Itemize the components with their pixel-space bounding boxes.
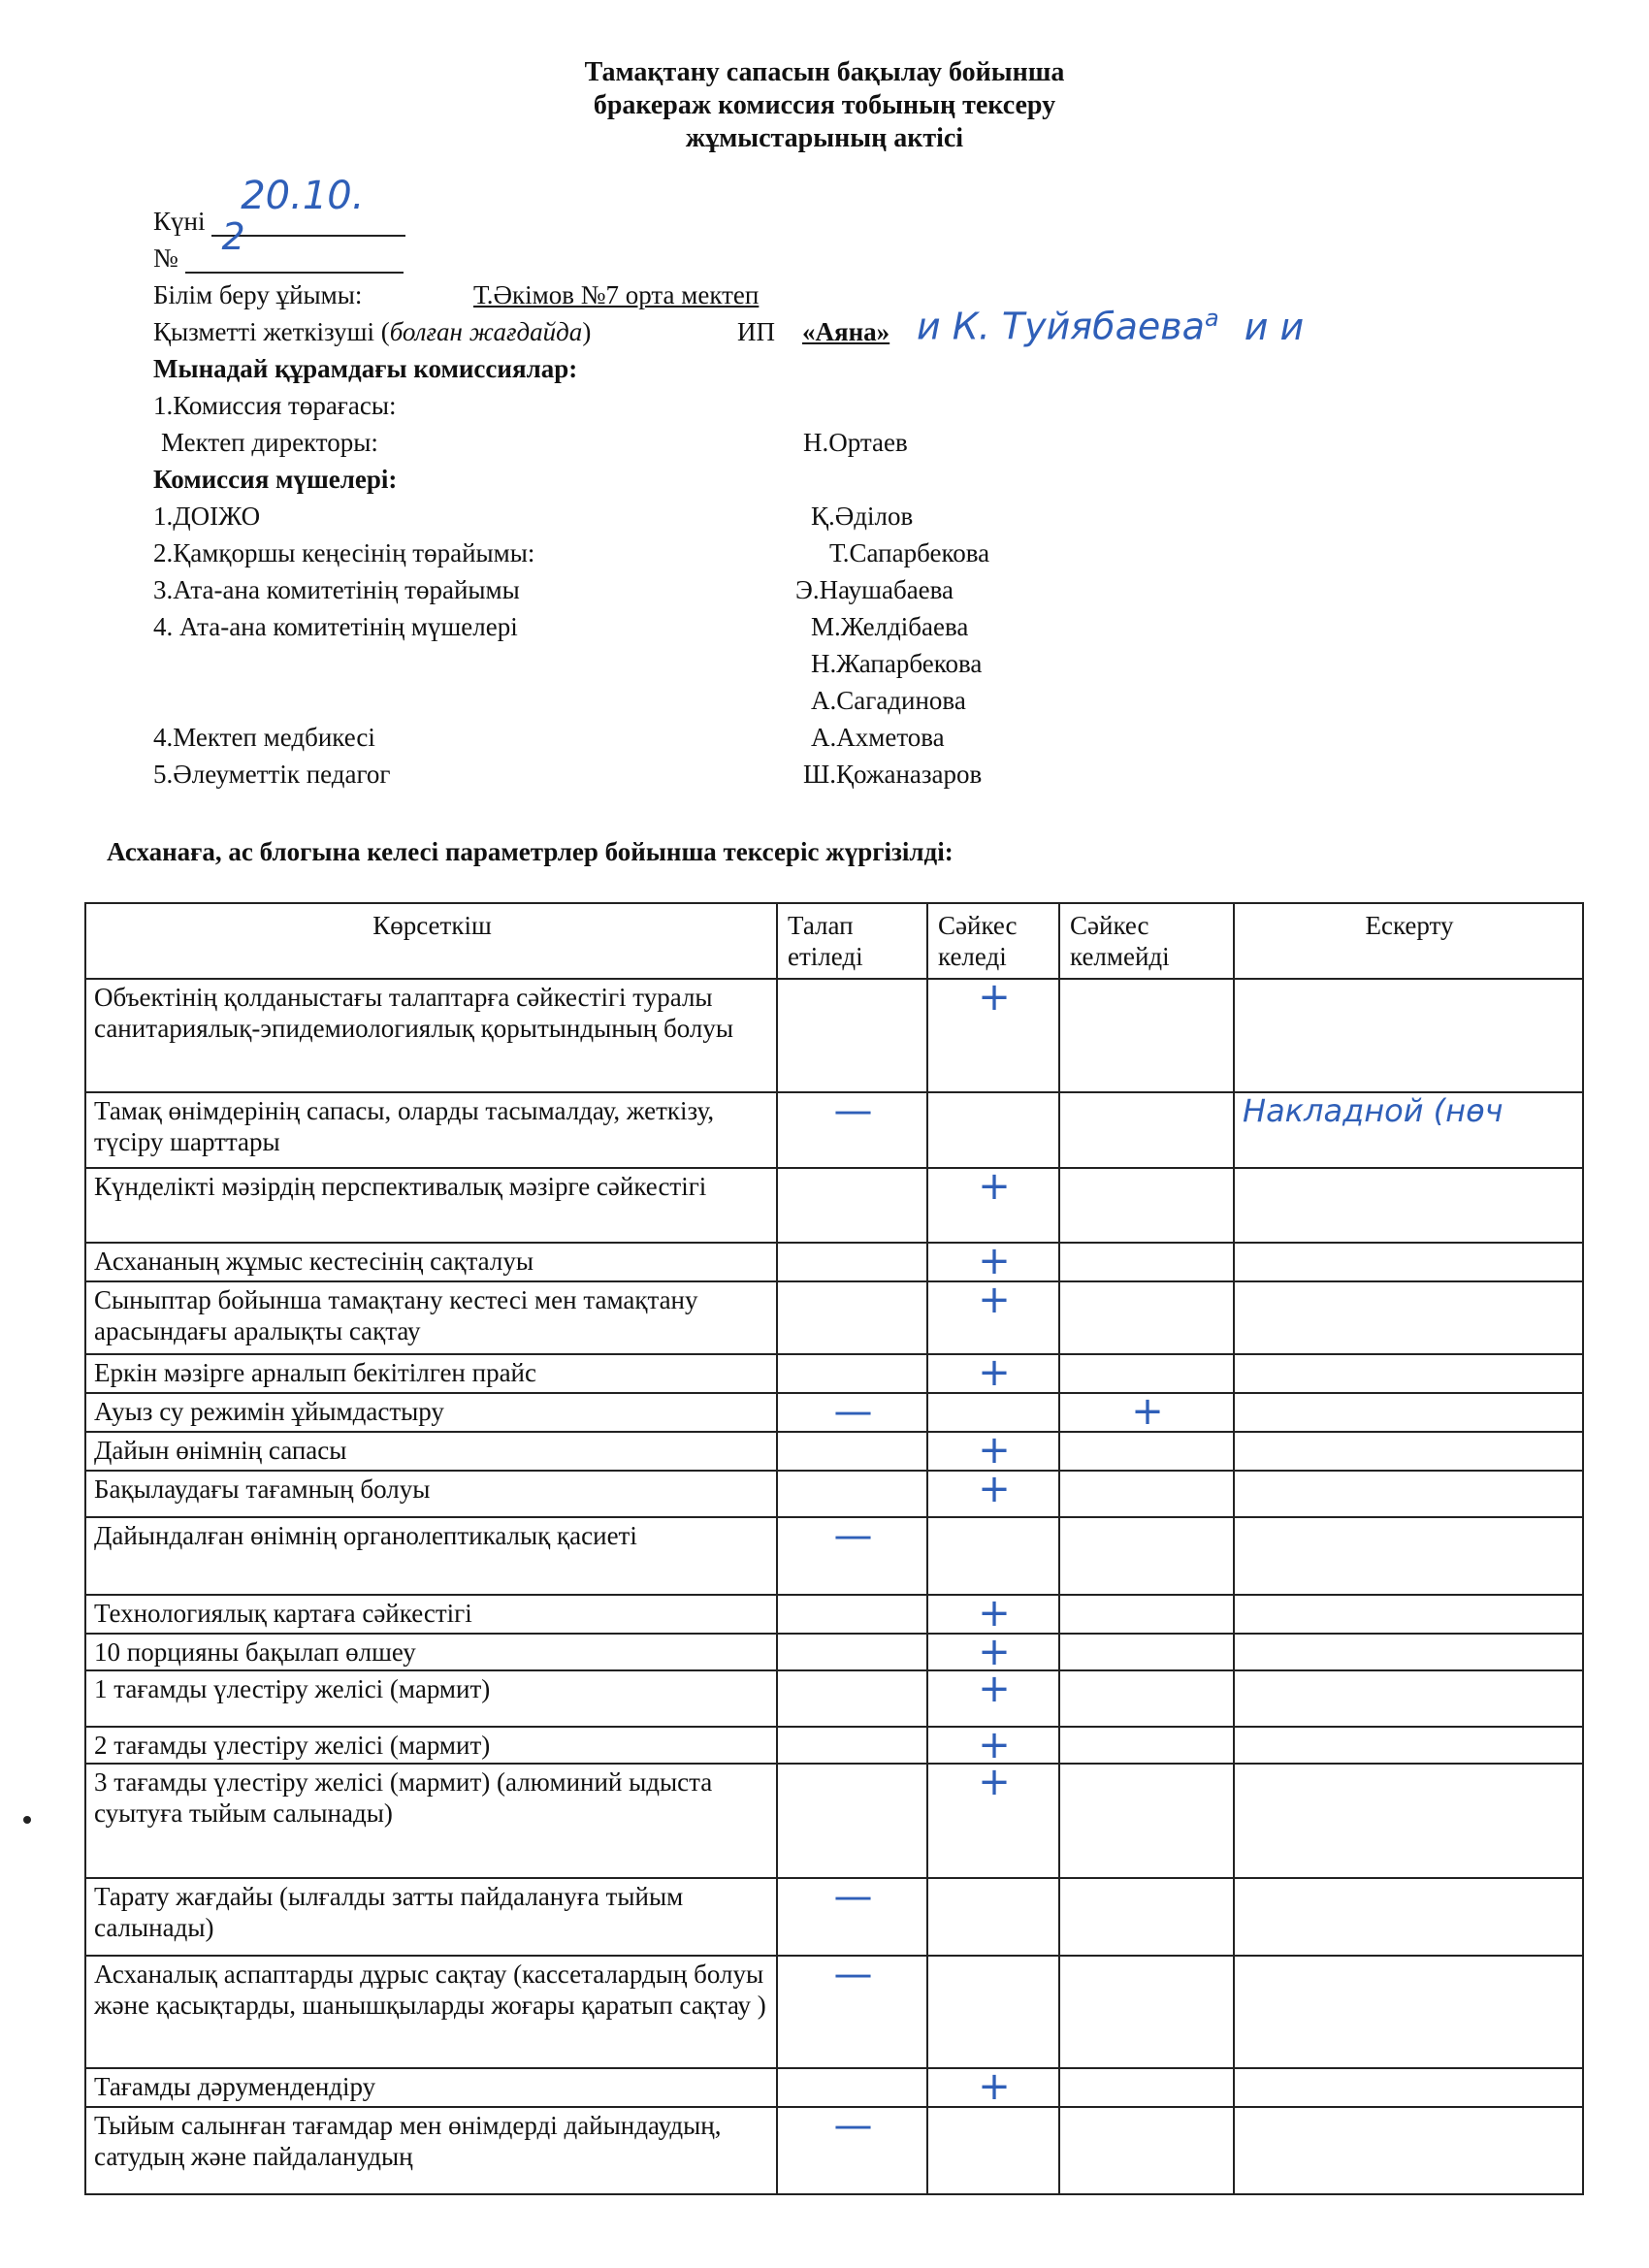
table-row [85,1393,1583,1432]
table-row [85,1634,1583,1670]
date-handwritten: 20.10. [241,174,365,218]
row-noncompliant [1059,1432,1234,1471]
supplier-row [153,316,591,347]
supplier-handwritten-sup: а [1204,305,1219,332]
supplier-label-close: ) [582,317,592,346]
member-role: 4.Мектеп медбикесі [153,723,375,752]
supplier-label: Қызметті жеткізуші ( [153,317,390,346]
row-noncompliant [1059,1878,1234,1956]
row-note [1234,1393,1583,1432]
number-handwritten: 2 [221,215,245,258]
table-row [85,1764,1583,1878]
member-name: А.Сагадинова [811,686,966,715]
header-noncompliant: Сәйкес келмейді [1059,903,1234,979]
row-note [1234,1595,1583,1634]
table-row [85,2068,1583,2107]
organization-row [153,279,362,310]
director-name: Н.Ортаев [803,428,908,457]
row-note [1234,1517,1583,1595]
member-name: Ш.Қожаназаров [803,760,983,789]
row-required [777,2068,927,2107]
number-label: № [153,243,178,273]
supplier-value: «Аяна» [802,317,890,346]
row-required [777,1471,927,1517]
row-compliant [927,1878,1059,1956]
row-required: — [777,2107,927,2194]
row-indicator: Сыныптар бойынша тамақтану кестесі мен тамақтану арасындағы аралықты сақтау [85,1281,777,1354]
row-required: — [777,1092,927,1168]
row-required: — [777,1878,927,1956]
table-row [85,1432,1583,1471]
row-noncompliant [1059,2068,1234,2107]
row-note [1234,1243,1583,1281]
row-required [777,1670,927,1727]
row-note [1234,1764,1583,1878]
row-note [1234,979,1583,1092]
row-note [1234,1956,1583,2068]
row-indicator: 10 порцияны бақылап өлшеу [85,1634,777,1670]
table-row [85,1243,1583,1281]
row-indicator: 3 тағамды үлестіру желісі (мармит) (алюминий ыдыста суытуға тыйым салынады) [85,1764,777,1878]
row-note [1234,1727,1583,1764]
title-line-1: Тамақтану сапасын бақылау бойынша [584,57,1065,87]
supplier-label-italic: болған жағдайда [389,317,583,346]
row-noncompliant [1059,1634,1234,1670]
inspection-table [84,902,1584,2195]
row-note [1234,1471,1583,1517]
table-row [85,2107,1583,2194]
row-noncompliant [1059,1670,1234,1727]
row-compliant: + [927,1764,1059,1878]
member-name: Қ.Әділов [811,502,914,531]
member-role: 2.Қамқоршы кеңесінің төрайымы: [153,538,535,567]
date-label: Күні [153,207,206,236]
supplier-handwritten [917,305,1304,348]
row-indicator: Тағамды дәрумендендіру [85,2068,777,2107]
member-role: 3.Ата-ана комитетінің төрайымы [153,575,520,604]
row-indicator: Технологиялық картаға сәйкестігі [85,1595,777,1634]
row-required [777,1281,927,1354]
row-compliant: + [927,1634,1059,1670]
row-compliant: + [927,1281,1059,1354]
row-compliant [927,1092,1059,1168]
row-compliant [927,1517,1059,1595]
table-row [85,1595,1583,1634]
row-noncompliant [1059,1281,1234,1354]
row-indicator: Тамақ өнімдерінің сапасы, оларды тасымалдау, жеткізу, түсіру шарттары [85,1092,777,1168]
director-label: Мектеп директоры: [161,428,378,457]
table-row [85,1670,1583,1727]
row-required [777,1168,927,1243]
row-noncompliant [1059,1956,1234,2068]
section-heading: Асханаға, ас блогына келесі параметрлер бойынша тексеріс жүргізілді: [107,837,954,866]
supplier-handwritten-tail: и и [1244,305,1305,348]
member-name: Н.Жапарбекова [811,649,983,678]
member-role: 5.Әлеуметтік педагог [153,760,391,789]
row-note [1234,1432,1583,1471]
row-required [777,1595,927,1634]
supplier-handwritten-name: и К. Туйябаева [917,305,1205,348]
row-required [777,1764,927,1878]
row-indicator: 1 тағамды үлестіру желісі (мармит) [85,1670,777,1727]
title-line-3: жұмыстарының актісі [685,123,964,153]
table-row [85,1471,1583,1517]
row-indicator: Асхананың жұмыс кестесінің сақталуы [85,1243,777,1281]
table-row [85,1354,1583,1393]
row-compliant: + [927,1432,1059,1471]
row-compliant: + [927,1595,1059,1634]
row-indicator: Дайын өнімнің сапасы [85,1432,777,1471]
header-indicator: Көрсеткіш [85,903,777,979]
row-note [1234,1670,1583,1727]
member-name: Э.Наушабаева [795,575,954,604]
row-indicator: Бақылаудағы тағамның болуы [85,1471,777,1517]
row-compliant: + [927,1243,1059,1281]
row-compliant [927,2107,1059,2194]
member-name: Т.Сапарбекова [829,538,990,567]
row-required: — [777,1393,927,1432]
row-indicator: Еркін мәзірге арналып бекітілген прайс [85,1354,777,1393]
table-row [85,1878,1583,1956]
scan-speck [23,1816,31,1824]
member-role: 1.ДОІЖО [153,502,261,531]
row-note [1234,1634,1583,1670]
header-compliant: Сәйкес келеді [927,903,1059,979]
row-required [777,1634,927,1670]
row-noncompliant [1059,1354,1234,1393]
row-note [1234,1354,1583,1393]
date-row [153,174,405,237]
row-indicator: Тарату жағдайы (ылғалды затты пайдалануға тыйым салынады) [85,1878,777,1956]
title-line-2: бракераж комиссия тобының тексеру [593,90,1056,120]
row-required [777,1354,927,1393]
row-required [777,1432,927,1471]
member-role: 4. Ата-ана комитетінің мүшелері [153,612,518,641]
number-field [185,215,404,274]
row-indicator: Дайындалған өнімнің органолептикалық қасиеті [85,1517,777,1595]
supplier-prefix: ИП [737,317,775,346]
commission-heading: Мынадай құрамдағы комиссиялар: [153,354,578,383]
member-name: М.Желдібаева [811,612,969,641]
row-indicator: Объектінің қолданыстағы талаптарға сәйкестігі туралы санитариялық-эпидемиологиялық қорытындының болуы [85,979,777,1092]
table-row [85,1168,1583,1243]
row-indicator: Ауыз су режимін ұйымдастыру [85,1393,777,1432]
table-row [85,1956,1583,2068]
header-required: Талап етіледі [777,903,927,979]
row-compliant: + [927,1670,1059,1727]
row-compliant: + [927,2068,1059,2107]
row-required: — [777,1517,927,1595]
row-noncompliant [1059,1471,1234,1517]
organization-value: Т.Әкімов №7 орта мектеп [473,280,760,309]
table-header-row [85,903,1583,979]
row-indicator: Асханалық аспаптарды дұрыс сақтау (кассеталардың болуы және қасықтарды, шанышқыларды жоғары қаратып сақтау ) [85,1956,777,2068]
row-compliant: + [927,1354,1059,1393]
row-noncompliant [1059,1243,1234,1281]
row-noncompliant [1059,979,1234,1092]
row-note [1234,2068,1583,2107]
table-row [85,1092,1583,1168]
row-required [777,979,927,1092]
table-row [85,979,1583,1092]
row-required [777,1727,927,1764]
row-note: Накладной (нөч [1234,1092,1583,1168]
row-note [1234,1168,1583,1243]
table-row [85,1281,1583,1354]
row-compliant [927,1393,1059,1432]
row-compliant: + [927,1727,1059,1764]
row-noncompliant [1059,1168,1234,1243]
member-name: А.Ахметова [811,723,945,752]
organization-label: Білім беру ұйымы: [153,280,363,309]
row-indicator: Күнделікті мәзірдің перспективалық мәзірге сәйкестігі [85,1168,777,1243]
row-compliant: + [927,979,1059,1092]
row-noncompliant [1059,2107,1234,2194]
row-required [777,1243,927,1281]
members-heading: Комиссия мүшелері: [153,465,398,494]
header-note: Ескерту [1234,903,1583,979]
row-note [1234,2107,1583,2194]
row-indicator: 2 тағамды үлестіру желісі (мармит) [85,1727,777,1764]
document-title [0,56,1649,155]
row-noncompliant [1059,1092,1234,1168]
row-note [1234,1878,1583,1956]
row-noncompliant [1059,1764,1234,1878]
table-row [85,1517,1583,1595]
row-compliant [927,1956,1059,2068]
row-required: — [777,1956,927,2068]
row-indicator: Тыйым салынған тағамдар мен өнімдерді дайындаудың, сатудың және пайдаланудың [85,2107,777,2194]
row-compliant: + [927,1168,1059,1243]
row-noncompliant [1059,1727,1234,1764]
row-noncompliant [1059,1595,1234,1634]
row-noncompliant: + [1059,1393,1234,1432]
chair-label: 1.Комиссия төрағасы: [153,391,397,420]
row-note [1234,1281,1583,1354]
table-row [85,1727,1583,1764]
row-noncompliant [1059,1517,1234,1595]
row-compliant: + [927,1471,1059,1517]
